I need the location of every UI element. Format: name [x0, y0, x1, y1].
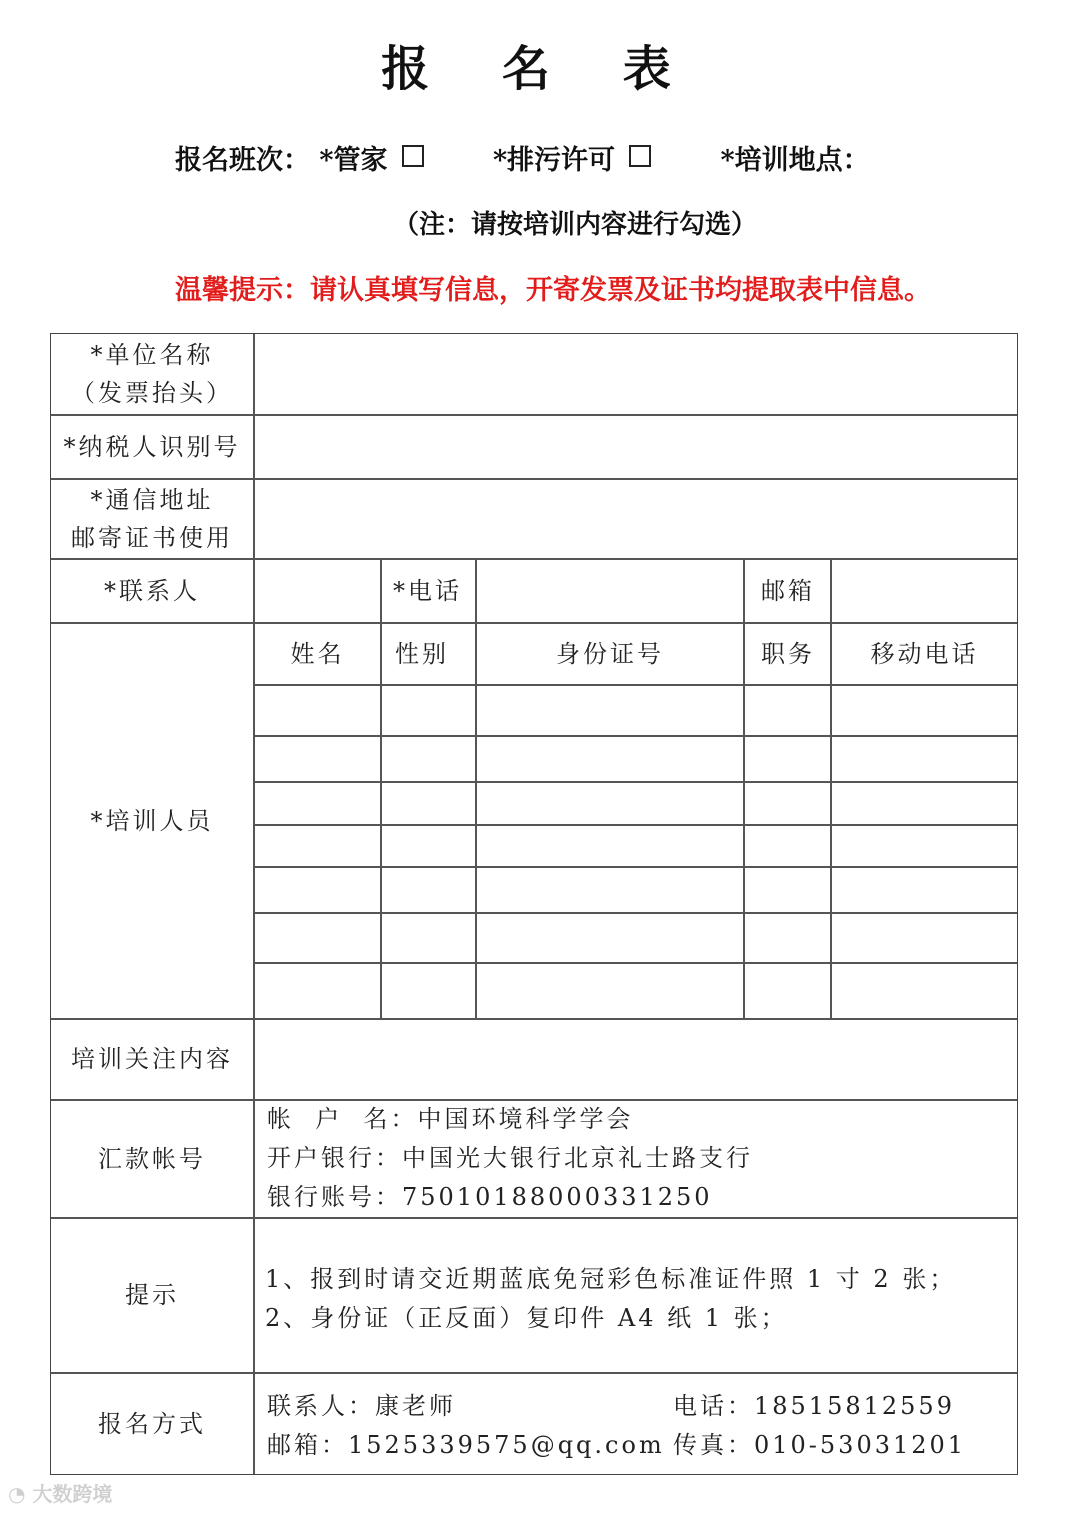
- option-permit: [493, 138, 651, 177]
- unit-name-label: [51, 334, 253, 414]
- header-name: 姓名: [290, 639, 345, 668]
- unit-name-field[interactable]: [255, 334, 1017, 414]
- address-line2: 邮寄证书使用: [71, 523, 233, 552]
- header-mobile: 移动电话: [870, 639, 979, 668]
- signup-label: 报名方式: [98, 1409, 206, 1438]
- class-options: [175, 138, 870, 177]
- signup-right: [673, 1387, 966, 1465]
- weibo-icon: ◔: [8, 1482, 26, 1506]
- option-permit-label: *排污许可: [492, 145, 616, 176]
- trainees-label: *培训人员: [90, 806, 214, 835]
- account-bank: 开户银行：中国光大银行北京礼士路支行: [267, 1144, 753, 1172]
- option-manager: [319, 138, 423, 177]
- options-prefix: 报名班次：: [175, 145, 310, 176]
- address-line1: *通信地址: [90, 485, 214, 514]
- option-permit-checkbox[interactable]: [629, 145, 651, 167]
- form-title: 报 名 表: [381, 41, 699, 97]
- tax-id-label: *纳税人识别号: [63, 432, 241, 461]
- signup-email: 邮箱：1525339575@qq.com: [267, 1431, 665, 1459]
- email-label: 邮箱: [761, 576, 815, 605]
- focus-field[interactable]: [255, 1019, 1017, 1099]
- header-id-number: 身份证号: [556, 639, 664, 668]
- unit-name-line2: （发票抬头）: [71, 379, 233, 407]
- tax-id-field[interactable]: [255, 415, 1017, 478]
- selection-note: （注：请按培训内容进行勾选）: [392, 210, 757, 240]
- account-number: 银行账号：75010188000331250: [267, 1183, 713, 1211]
- registration-table: [50, 333, 1018, 1475]
- signup-phone: 电话：18515812559: [673, 1392, 955, 1420]
- signup-fax: 传真：010-53031201: [673, 1431, 967, 1459]
- tips-label: 提示: [125, 1281, 179, 1309]
- tip-line-1: 1、报到时请交近期蓝底免冠彩色标准证件照 1 寸 2 张；: [265, 1265, 957, 1293]
- watermark-text: 大数跨境: [32, 1482, 113, 1506]
- contact-label: *联系人: [104, 576, 200, 605]
- tip-line-2: 2、身份证（正反面）复印件 A4 纸 1 张；: [265, 1304, 788, 1332]
- contact-field[interactable]: [255, 559, 380, 622]
- watermark-logo: [8, 1478, 112, 1507]
- header-gender: 性别: [395, 639, 449, 668]
- address-field[interactable]: [255, 479, 1017, 558]
- remit-label: 汇款帐号: [98, 1144, 206, 1173]
- email-field[interactable]: [832, 559, 1017, 622]
- account-info: [267, 1100, 753, 1217]
- header-position: 职务: [761, 639, 815, 668]
- signup-contact: 联系人：康老师: [267, 1392, 456, 1420]
- unit-name-line1: *单位名称: [90, 341, 214, 369]
- tips-content: [265, 1260, 956, 1338]
- option-manager-label: *管家: [319, 145, 388, 176]
- option-manager-checkbox[interactable]: [402, 145, 424, 167]
- focus-label: 培训关注内容: [71, 1045, 233, 1073]
- phone-label: *电话: [393, 576, 462, 605]
- signup-left: [267, 1387, 665, 1465]
- phone-field[interactable]: [477, 559, 743, 622]
- warning-tip: 温馨提示：请认真填写信息，开寄发票及证书均提取表中信息。: [175, 275, 931, 306]
- option-location-label: *培训地点：: [720, 145, 870, 176]
- account-name: 帐 户 名：中国环境科学学会: [267, 1105, 634, 1133]
- address-label: [51, 479, 253, 558]
